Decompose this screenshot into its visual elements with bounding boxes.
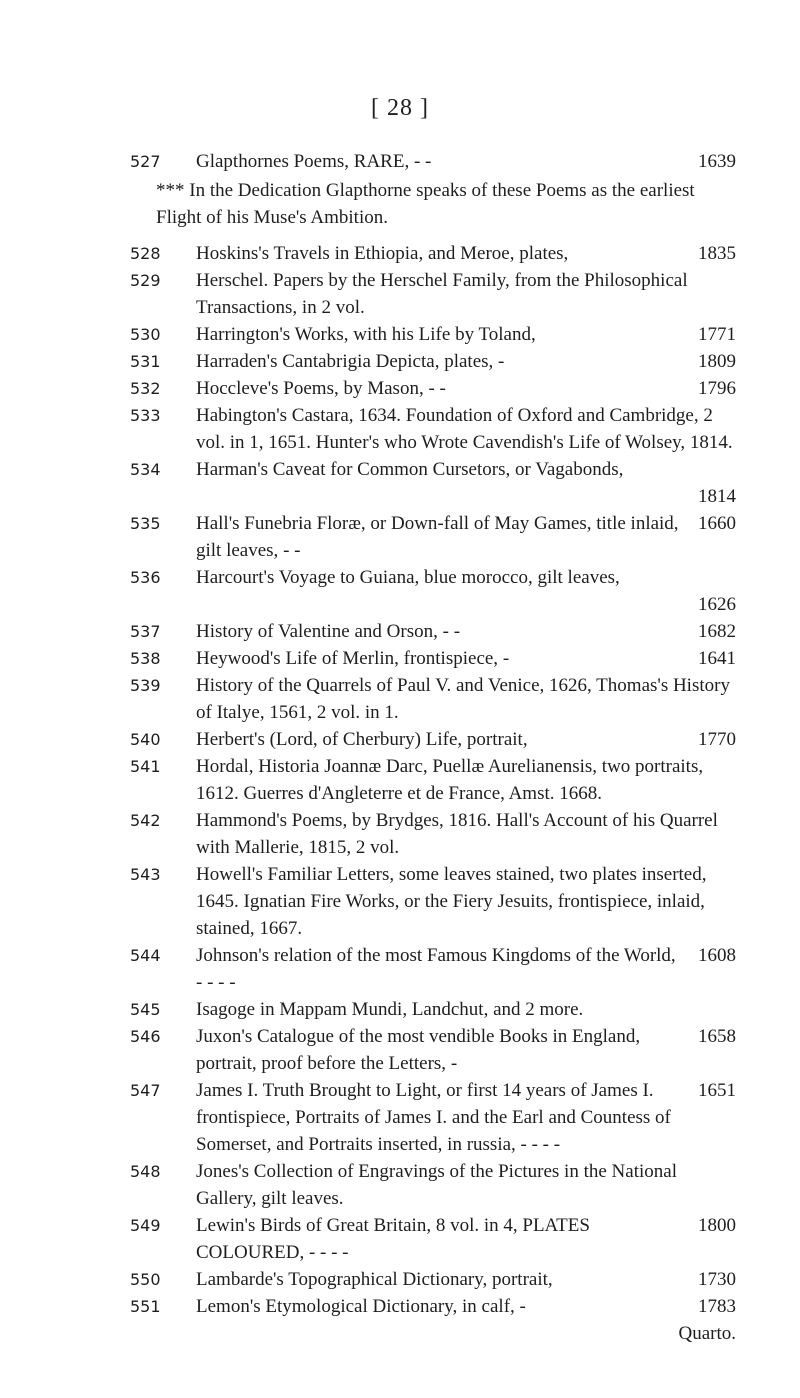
entry-title: Hoskins's Travels in Ethiopia, and Meroe, plates, <box>196 243 569 264</box>
entry-year: 1658 <box>698 1026 736 1047</box>
entry-539 <box>130 672 736 726</box>
entry-title-text: Heywood's Life of Merlin, frontispiece, <box>196 648 499 669</box>
entry-number: 549 <box>130 1216 161 1235</box>
entry-title: Lambarde's Topographical Dictionary, portrait, <box>196 1269 553 1290</box>
entry-text: Johnson's relation of the most Famous Kingdoms of the World, <box>196 945 676 966</box>
entry-year: 1770 <box>698 729 736 750</box>
entry-year: 1608 <box>698 945 736 966</box>
entry-number: 540 <box>130 730 161 749</box>
entry-year: 1660 <box>698 513 736 534</box>
catchword: Quarto. <box>678 1323 736 1344</box>
entry-number: 544 <box>130 946 161 965</box>
entry-527-note <box>130 177 736 231</box>
entry-year: 1771 <box>698 324 736 345</box>
entry-number: 532 <box>130 379 161 398</box>
entry-529 <box>130 267 736 321</box>
entry-title <box>196 942 684 996</box>
entry-title <box>196 1077 684 1158</box>
entry-year: 1809 <box>698 351 736 372</box>
entry-546 <box>130 1023 736 1077</box>
entry-number: 533 <box>130 406 161 425</box>
entry-text: History of the Quarrels of Paul V. and Venice, 1626, Thomas's History of Italye, 1561, 2 vol. in 1. <box>196 675 730 723</box>
entry-dashes: - <box>450 1053 458 1074</box>
entry-text: Hall's Funebria Floræ, or Down-fall of May Games, title inlaid, gilt leaves, <box>196 513 679 561</box>
entry-535 <box>130 510 736 564</box>
entry-text: Hammond's Poems, by Brydges, 1816. Hall's Account of his Quarrel with Mallerie, 1815, 2 vol. <box>196 810 718 858</box>
entry-title-text: Harraden's Cantabrigia Depicta, plates, <box>196 351 494 372</box>
entry-number: 527 <box>130 152 161 171</box>
entry-dashes: - <box>498 351 505 372</box>
entry-title-text: History of Valentine and Orson, <box>196 621 438 642</box>
entry-title: Harrington's Works, with his Life by Toland, <box>196 324 536 345</box>
entry-527 <box>130 148 736 175</box>
entry-dashes: - - - - <box>520 1134 561 1155</box>
entry-541 <box>130 753 736 807</box>
entry-text: Howell's Familiar Letters, some leaves stained, two plates inserted, 1645. Ignatian Fire Works, or the Fiery Jesuits, frontispiece, inlaid, stained, 1667. <box>196 864 707 939</box>
entry-text: Herschel. Papers by the Herschel Family, from the Philosophical Transactions, in 2 vol. <box>196 270 688 318</box>
entry-title: Harcourt's Voyage to Guiana, blue morocco, gilt leaves, <box>196 567 620 588</box>
entry-year: 1626 <box>698 594 736 615</box>
entry-title-text: Glapthornes Poems, RARE, <box>196 151 410 172</box>
entry-531 <box>130 348 736 375</box>
entry-title <box>196 375 684 402</box>
entry-dashes: - <box>502 648 510 669</box>
entry-title <box>196 510 684 564</box>
entry-dashes: - - <box>442 621 461 642</box>
entry-number: 537 <box>130 622 161 641</box>
entry-year: 1639 <box>698 151 736 172</box>
entry-542 <box>130 807 736 861</box>
entry-title-text: Hoccleve's Poems, by Mason, <box>196 378 424 399</box>
entry-year: 1814 <box>698 486 736 507</box>
page-number: [ 28 ] <box>371 95 429 121</box>
entry-title <box>196 618 684 645</box>
entry-year: 1641 <box>698 648 736 669</box>
entry-text: James I. Truth Brought to Light, or first 14 years of James I. frontispiece, Portraits of James I. and the Earl and Countess of Somerset, and Portraits inserted, in russia, <box>196 1080 671 1155</box>
entry-year: 1783 <box>698 1296 736 1317</box>
entry-title: Harman's Caveat for Common Cursetors, or Vagabonds, <box>196 459 624 480</box>
entry-number: 548 <box>130 1162 161 1181</box>
entry-number: 551 <box>130 1297 161 1316</box>
entry-dashes: - - <box>413 151 432 172</box>
entry-number: 538 <box>130 649 161 668</box>
entry-title <box>196 1293 684 1320</box>
entry-number: 547 <box>130 1081 161 1100</box>
entry-548 <box>130 1158 736 1212</box>
entry-year: 1651 <box>698 1080 736 1101</box>
entry-number: 541 <box>130 757 161 776</box>
entry-537 <box>130 618 736 645</box>
entry-year: 1796 <box>698 378 736 399</box>
entry-534 <box>130 456 736 510</box>
entry-title <box>196 348 684 375</box>
entry-text: Lewin's Birds of Great Britain, 8 vol. in 4, PLATES COLOURED, <box>196 1215 590 1263</box>
entry-dashes: - - <box>283 540 301 561</box>
entry-year: 1730 <box>698 1269 736 1290</box>
entry-text: Juxon's Catalogue of the most vendible Books in England, portrait, proof before the Letters, <box>196 1026 641 1074</box>
entry-title-text: Lemon's Etymological Dictionary, in calf, <box>196 1296 515 1317</box>
entry-number: 542 <box>130 811 161 830</box>
entry-text: Isagoge in Mappam Mundi, Landchut, and 2 more. <box>196 999 584 1020</box>
entry-530 <box>130 321 736 348</box>
entry-536 <box>130 564 736 618</box>
entry-dashes: - - - - <box>308 1242 349 1263</box>
entry-number: 531 <box>130 352 161 371</box>
entry-text: Jones's Collection of Engravings of the Pictures in the National Gallery, gilt leaves. <box>196 1161 677 1209</box>
entry-year: 1835 <box>698 243 736 264</box>
entry-532 <box>130 375 736 402</box>
entry-528 <box>130 240 736 267</box>
entry-550 <box>130 1266 736 1293</box>
entry-549 <box>130 1212 736 1266</box>
entry-533 <box>130 402 736 456</box>
entry-number: 536 <box>130 568 161 587</box>
entry-number: 546 <box>130 1027 161 1046</box>
entry-year: 1800 <box>698 1215 736 1236</box>
entry-year: 1682 <box>698 621 736 642</box>
entry-title <box>196 645 684 672</box>
entry-title: Herbert's (Lord, of Cherbury) Life, portrait, <box>196 729 528 750</box>
entry-title <box>196 1212 684 1266</box>
entry-number: 539 <box>130 676 161 695</box>
entry-number: 535 <box>130 514 161 533</box>
entry-538 <box>130 645 736 672</box>
entry-551 <box>130 1293 736 1320</box>
entry-540 <box>130 726 736 753</box>
entry-number: 545 <box>130 1000 161 1019</box>
entry-number: 528 <box>130 244 161 263</box>
entry-number: 543 <box>130 865 161 884</box>
entry-title <box>196 148 684 175</box>
entry-note: *** In the Dedication Glapthorne speaks of these Poems as the earliest Flight of his Muse's Ambition. <box>156 180 695 228</box>
entry-547 <box>130 1077 736 1158</box>
entry-545 <box>130 996 736 1023</box>
entry-number: 530 <box>130 325 161 344</box>
entry-number: 534 <box>130 460 161 479</box>
entry-dashes: - - <box>428 378 446 399</box>
entry-title <box>196 1023 684 1077</box>
entry-list <box>130 148 736 1347</box>
entry-543 <box>130 861 736 942</box>
entry-544 <box>130 942 736 996</box>
entry-number: 529 <box>130 271 161 290</box>
entry-text: Hordal, Historia Joannæ Darc, Puellæ Aurelianensis, two portraits, 1612. Guerres d'Angleterre et de France, Amst. 1668. <box>196 756 704 804</box>
entry-text: Habington's Castara, 1634. Foundation of Oxford and Cambridge, 2 vol. in 1, 1651. Hunter's who Wrote Cavendish's Life of Wolsey, 1814. <box>196 405 733 453</box>
entry-number: 550 <box>130 1270 161 1289</box>
entry-dashes: - <box>519 1296 526 1317</box>
entry-dashes: - - - - <box>196 972 236 993</box>
